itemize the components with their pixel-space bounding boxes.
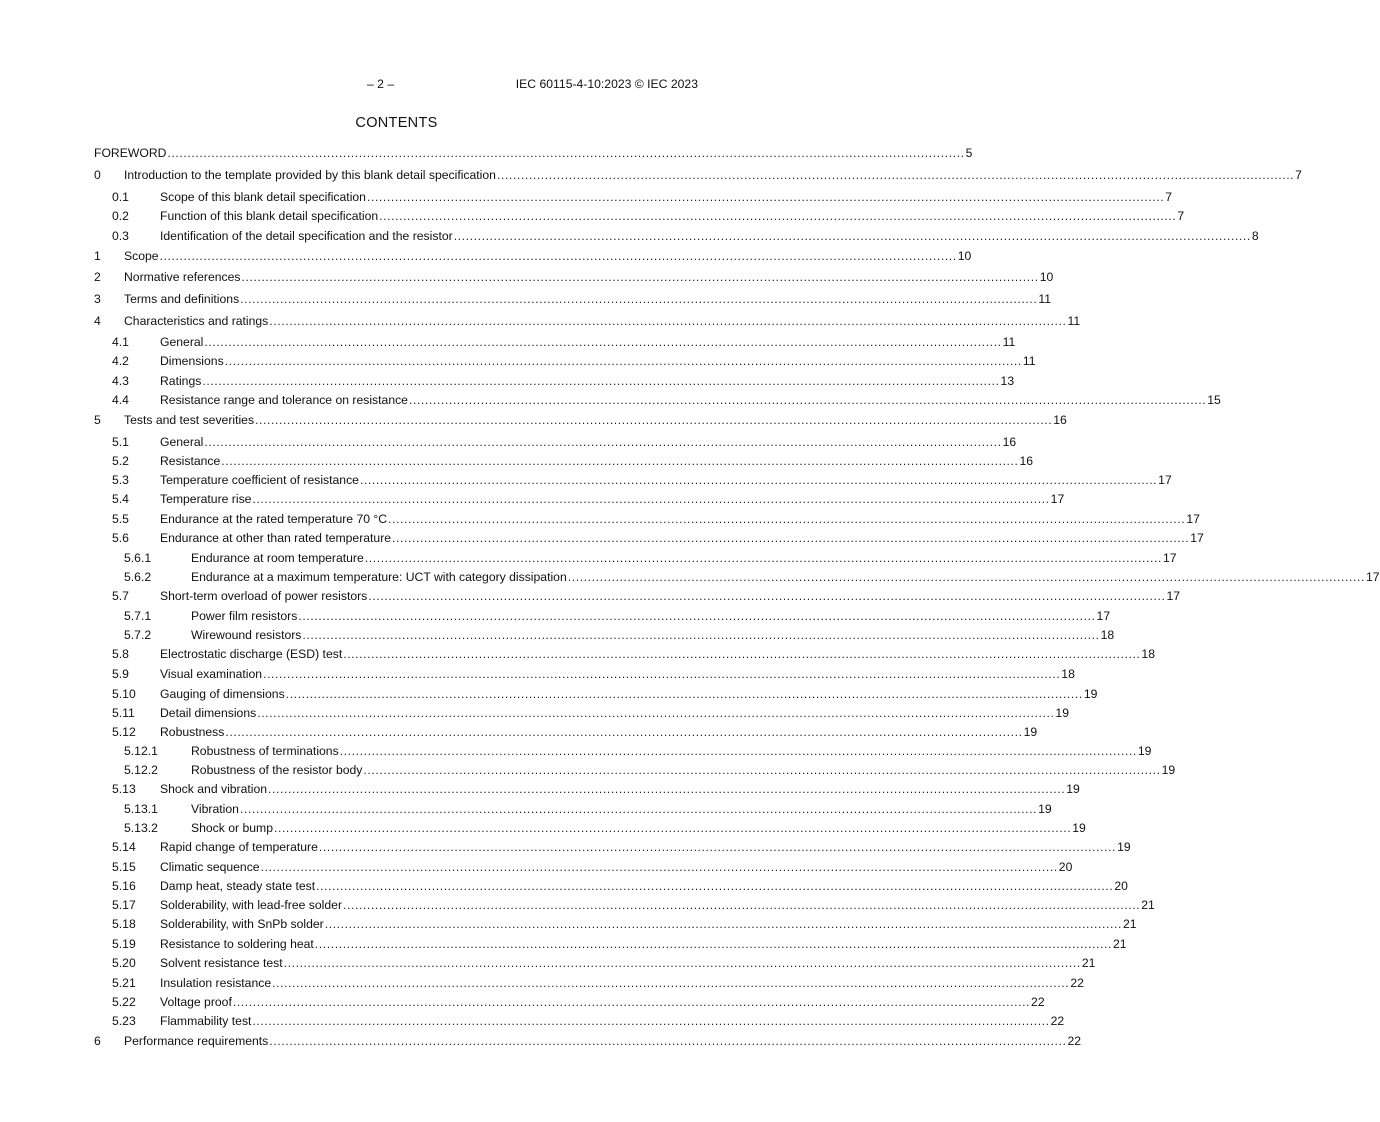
toc-entry-page: 18 bbox=[1061, 667, 1075, 681]
toc-entry-page: 16 bbox=[1019, 454, 1034, 468]
toc-entry-page: 7 bbox=[1165, 190, 1172, 204]
dot-leader: ........................................................................................................................................................................................................ bbox=[408, 393, 1207, 407]
dot-leader: ........................................................................................................................................................................................................ bbox=[240, 292, 1038, 306]
toc-entry[interactable] bbox=[94, 705, 1069, 721]
dot-leader: ........................................................................................................................................................................................................ bbox=[225, 725, 1023, 739]
toc-entry[interactable] bbox=[94, 975, 1084, 991]
toc-entry-page: 18 bbox=[1100, 628, 1115, 642]
toc-entry-number: 5.6.1 bbox=[124, 551, 152, 565]
toc-entry-page: 8 bbox=[1251, 229, 1259, 243]
toc-entry[interactable] bbox=[94, 994, 1045, 1010]
toc-entry-number: 0.3 bbox=[112, 229, 129, 243]
toc-entry-page: 22 bbox=[1067, 1034, 1082, 1048]
toc-entry-title: Dimensions bbox=[160, 354, 224, 368]
toc-entry-number: 5.14 bbox=[112, 840, 136, 854]
toc-entry[interactable] bbox=[94, 269, 1054, 285]
toc-entry-page: 19 bbox=[1137, 744, 1152, 758]
toc-entry-page: 17 bbox=[1365, 570, 1380, 584]
toc-entry-number: 5.12.2 bbox=[124, 763, 158, 777]
toc-entry-page: 17 bbox=[1166, 589, 1181, 603]
toc-entry-number: 5.6.2 bbox=[124, 570, 152, 584]
toc-entry[interactable] bbox=[94, 762, 1176, 778]
dot-leader: ........................................................................................................................................................................................................ bbox=[453, 229, 1251, 243]
dot-leader: ........................................................................................................................................................................................................ bbox=[302, 628, 1100, 642]
toc-entry-number: 5.10 bbox=[112, 687, 136, 701]
toc-entry[interactable] bbox=[94, 353, 1036, 369]
toc-entry-number: 4.2 bbox=[112, 354, 129, 368]
toc-entry-number: 5.15 bbox=[112, 860, 136, 874]
dot-leader: ........................................................................................................................................................................................................ bbox=[202, 374, 1000, 388]
toc-entry-number: 4.3 bbox=[112, 374, 129, 388]
toc-entry[interactable] bbox=[94, 145, 973, 161]
toc-entry-title: Characteristics and ratings bbox=[124, 314, 269, 328]
dot-leader: ........................................................................................................................................................................................................ bbox=[269, 314, 1067, 328]
toc-entry-page: 17 bbox=[1158, 473, 1172, 487]
toc-entry-page: 19 bbox=[1161, 763, 1176, 777]
page-number: – 2 – bbox=[367, 77, 395, 91]
toc-entry-number: 5 bbox=[94, 413, 101, 427]
toc-entry-number: 0.2 bbox=[112, 209, 129, 223]
toc-entry-title: Resistance to soldering heat bbox=[160, 937, 314, 951]
toc-entry-title: Solderability, with SnPb solder bbox=[160, 917, 324, 931]
dot-leader: ........................................................................................................................................................................................................ bbox=[241, 270, 1039, 284]
dot-leader: ........................................................................................................................................................................................................ bbox=[392, 531, 1190, 545]
toc-entry-title: Solderability, with lead-free solder bbox=[160, 898, 342, 912]
toc-entry-page: 22 bbox=[1070, 976, 1084, 990]
toc-entry[interactable] bbox=[94, 1013, 1065, 1029]
toc-entry[interactable] bbox=[94, 434, 1017, 450]
toc-entry-title: Solvent resistance test bbox=[160, 956, 283, 970]
toc-entry-title: Introduction to the template provided by this blank detail specification bbox=[124, 168, 496, 182]
toc-entry[interactable] bbox=[94, 588, 1181, 604]
document-reference: IEC 60115-4-10:2023 © IEC 2023 bbox=[515, 77, 698, 91]
toc-entry-page: 19 bbox=[1117, 840, 1131, 854]
dot-leader: ........................................................................................................................................................................................................ bbox=[298, 609, 1096, 623]
dot-leader: ........................................................................................................................................................................................................ bbox=[496, 168, 1295, 182]
toc-entry-number: 5.9 bbox=[112, 667, 129, 681]
dot-leader: ........................................................................................................................................................................................................ bbox=[388, 512, 1186, 526]
page-title: CONTENTS bbox=[355, 115, 438, 131]
toc-entry-page: 5 bbox=[965, 146, 973, 160]
toc-entry-page: 17 bbox=[1186, 512, 1200, 526]
dot-leader: ........................................................................................................................................................................................................ bbox=[379, 209, 1177, 223]
toc-entry[interactable] bbox=[94, 569, 1380, 585]
dot-leader: ........................................................................................................................................................................................................ bbox=[255, 413, 1053, 427]
toc-entry-page: 19 bbox=[1072, 821, 1086, 835]
toc-entry-number: 5.7 bbox=[112, 589, 129, 603]
toc-entry-number: 0 bbox=[94, 168, 101, 182]
toc-entry-page: 22 bbox=[1031, 995, 1045, 1009]
toc-entry[interactable] bbox=[94, 839, 1131, 855]
dot-leader: ........................................................................................................................................................................................................ bbox=[204, 435, 1002, 449]
toc-entry-title: Short-term overload of power resistors bbox=[160, 589, 368, 603]
toc-entry-number: 5.13.1 bbox=[124, 802, 158, 816]
toc-entry-number: 1 bbox=[94, 249, 101, 263]
dot-leader: ........................................................................................................................................................................................................ bbox=[257, 706, 1055, 720]
toc-entry-title: Rapid change of temperature bbox=[160, 840, 318, 854]
toc-entry-page: 19 bbox=[1066, 782, 1080, 796]
toc-entry-number: 5.20 bbox=[112, 956, 136, 970]
toc-entry[interactable] bbox=[94, 392, 1221, 408]
toc-entry-number: 5.12 bbox=[112, 725, 136, 739]
dot-leader: ........................................................................................................................................................................................................ bbox=[285, 687, 1083, 701]
toc-entry-number: 5.3 bbox=[112, 473, 129, 487]
toc-entry-title: Identification of the detail specification and the resistor bbox=[160, 229, 453, 243]
toc-entry-page: 11 bbox=[1038, 292, 1052, 306]
toc-entry-title: Robustness of terminations bbox=[191, 744, 339, 758]
toc-entry-number: 5.8 bbox=[112, 647, 129, 661]
toc-entry-title: Endurance at other than rated temperature bbox=[160, 531, 392, 545]
toc-entry-page: 21 bbox=[1122, 917, 1137, 931]
toc-entry[interactable] bbox=[94, 666, 1075, 682]
toc-entry-number: 5.2 bbox=[112, 454, 129, 468]
dot-leader: ........................................................................................................................................................................................................ bbox=[239, 802, 1038, 816]
toc-entry[interactable] bbox=[94, 897, 1155, 913]
dot-leader: ........................................................................................................................................................................................................ bbox=[366, 190, 1165, 204]
toc-entry-number: 6 bbox=[94, 1034, 101, 1048]
toc-entry-number: 5.18 bbox=[112, 917, 136, 931]
dot-leader: ........................................................................................................................................................................................................ bbox=[252, 1014, 1050, 1028]
toc-entry-page: 11 bbox=[1067, 314, 1081, 328]
toc-entry-page: 17 bbox=[1050, 492, 1065, 506]
toc-entry-title: General bbox=[160, 435, 204, 449]
toc-entry-title: Voltage proof bbox=[160, 995, 232, 1009]
toc-entry[interactable] bbox=[94, 511, 1200, 527]
toc-entry[interactable] bbox=[94, 313, 1081, 329]
toc-entry[interactable] bbox=[94, 189, 1172, 205]
toc-entry-title: Climatic sequence bbox=[160, 860, 260, 874]
toc-entry-page: 18 bbox=[1141, 647, 1155, 661]
dot-leader: ........................................................................................................................................................................................................ bbox=[159, 249, 957, 263]
toc-entry-number: 5.4 bbox=[112, 492, 129, 506]
toc-entry-number: 5.7.1 bbox=[124, 609, 152, 623]
toc-entry-number: 5.21 bbox=[112, 976, 136, 990]
toc-entry-title: Temperature coefficient of resistance bbox=[160, 473, 359, 487]
dot-leader: ........................................................................................................................................................................................................ bbox=[368, 589, 1166, 603]
dot-leader: ........................................................................................................................................................................................................ bbox=[339, 744, 1137, 758]
dot-leader: ........................................................................................................................................................................................................ bbox=[314, 937, 1113, 951]
toc-entry-page: 16 bbox=[1053, 413, 1067, 427]
toc-entry[interactable] bbox=[94, 781, 1080, 797]
toc-entry-title: Visual examination bbox=[160, 667, 263, 681]
dot-leader: ........................................................................................................................................................................................................ bbox=[343, 647, 1141, 661]
toc-entry[interactable] bbox=[94, 334, 1016, 350]
toc-entry[interactable] bbox=[94, 208, 1185, 224]
toc-entry-page: 19 bbox=[1055, 706, 1069, 720]
toc-entry-title: Terms and definitions bbox=[124, 292, 240, 306]
dot-leader: ........................................................................................................................................................................................................ bbox=[232, 995, 1031, 1009]
toc-entry-number: 3 bbox=[94, 292, 101, 306]
toc-entry[interactable] bbox=[94, 608, 1111, 624]
dot-leader: ........................................................................................................................................................................................................ bbox=[204, 335, 1002, 349]
toc-entry-title: Tests and test severities bbox=[124, 413, 255, 427]
toc-entry-title: Vibration bbox=[191, 802, 239, 816]
toc-entry-number: 5.5 bbox=[112, 512, 129, 526]
toc-entry-number: 0.1 bbox=[112, 190, 129, 204]
toc-entry[interactable] bbox=[94, 1033, 1082, 1049]
toc-entry[interactable] bbox=[94, 955, 1096, 971]
toc-entry-number: 5.23 bbox=[112, 1014, 136, 1028]
dot-leader: ........................................................................................................................................................................................................ bbox=[260, 860, 1058, 874]
toc-entry-page: 16 bbox=[1002, 435, 1017, 449]
toc-entry-title: Scope of this blank detail specification bbox=[160, 190, 366, 204]
page-header bbox=[0, 77, 793, 93]
dot-leader: ........................................................................................................................................................................................................ bbox=[272, 976, 1070, 990]
toc-entry[interactable] bbox=[94, 916, 1137, 932]
toc-entry-title: Performance requirements bbox=[124, 1034, 269, 1048]
toc-entry-title: Robustness bbox=[160, 725, 225, 739]
toc-entry-page: 21 bbox=[1081, 956, 1096, 970]
toc-entry[interactable] bbox=[94, 743, 1152, 759]
toc-entry-title: Endurance at room temperature bbox=[191, 551, 364, 565]
toc-entry-page: 7 bbox=[1295, 168, 1302, 182]
toc-entry-page: 7 bbox=[1177, 209, 1185, 223]
dot-leader: ........................................................................................................................................................................................................ bbox=[273, 821, 1072, 835]
toc-entry-title: Flammability test bbox=[160, 1014, 252, 1028]
toc-entry-title: Scope bbox=[124, 249, 159, 263]
toc-entry[interactable] bbox=[94, 248, 972, 264]
toc-entry-title: Temperature rise bbox=[160, 492, 252, 506]
toc-entry-page: 19 bbox=[1023, 725, 1038, 739]
toc-entry-page: 11 bbox=[1002, 335, 1016, 349]
toc-entry-number: 5.7.2 bbox=[124, 628, 152, 642]
dot-leader: ........................................................................................................................................................................................................ bbox=[167, 146, 965, 160]
toc-entry[interactable] bbox=[94, 550, 1177, 566]
dot-leader: ........................................................................................................................................................................................................ bbox=[363, 763, 1161, 777]
toc-entry-page: 17 bbox=[1162, 551, 1177, 565]
toc-entry-number: 5.13.2 bbox=[124, 821, 158, 835]
toc-entry[interactable] bbox=[94, 936, 1127, 952]
toc-entry-number: 4 bbox=[94, 314, 101, 328]
dot-leader: ........................................................................................................................................................................................................ bbox=[324, 917, 1122, 931]
toc-entry-number: 2 bbox=[94, 270, 101, 284]
toc-entry-number: 5.1 bbox=[112, 435, 129, 449]
toc-entry-page: 13 bbox=[1000, 374, 1015, 388]
toc-entry[interactable] bbox=[94, 491, 1065, 507]
toc-entry-title: Normative references bbox=[124, 270, 241, 284]
toc-entry-number: 5.12.1 bbox=[124, 744, 158, 758]
toc-entry-title: Detail dimensions bbox=[160, 706, 257, 720]
dot-leader: ........................................................................................................................................................................................................ bbox=[221, 454, 1019, 468]
toc-entry-number: 5.22 bbox=[112, 995, 136, 1009]
toc-entry-title: Gauging of dimensions bbox=[160, 687, 285, 701]
toc-entry-page: 22 bbox=[1050, 1014, 1065, 1028]
toc-entry-number: 4.1 bbox=[112, 335, 129, 349]
toc-entry-title: Resistance range and tolerance on resistance bbox=[160, 393, 408, 407]
toc-entry-page: 20 bbox=[1058, 860, 1073, 874]
dot-leader: ........................................................................................................................................................................................................ bbox=[263, 667, 1061, 681]
toc-entry[interactable] bbox=[94, 686, 1098, 702]
toc-entry-title: Shock or bump bbox=[191, 821, 273, 835]
dot-leader: ........................................................................................................................................................................................................ bbox=[318, 840, 1117, 854]
toc-entry[interactable] bbox=[94, 724, 1038, 740]
toc-entry-page: 21 bbox=[1113, 937, 1127, 951]
toc-entry[interactable] bbox=[94, 859, 1073, 875]
toc-entry-title: Ratings bbox=[160, 374, 202, 388]
toc-entry[interactable] bbox=[94, 530, 1204, 546]
toc-entry-number: 5.13 bbox=[112, 782, 136, 796]
toc-entry-page: 17 bbox=[1190, 531, 1204, 545]
dot-leader: ........................................................................................................................................................................................................ bbox=[359, 473, 1158, 487]
toc-entry-title: Power film resistors bbox=[191, 609, 298, 623]
toc-entry-page: 20 bbox=[1114, 879, 1128, 893]
dot-leader: ........................................................................................................................................................................................................ bbox=[343, 898, 1141, 912]
toc-entry-title: Resistance bbox=[160, 454, 221, 468]
toc-entry-title: Insulation resistance bbox=[160, 976, 272, 990]
toc-entry[interactable] bbox=[94, 801, 1052, 817]
dot-leader: ........................................................................................................................................................................................................ bbox=[283, 956, 1081, 970]
toc-entry-page: 11 bbox=[1022, 354, 1036, 368]
dot-leader: ........................................................................................................................................................................................................ bbox=[224, 354, 1022, 368]
toc-entry-title: Electrostatic discharge (ESD) test bbox=[160, 647, 343, 661]
toc-entry-number: 5.17 bbox=[112, 898, 136, 912]
toc-entry[interactable] bbox=[94, 228, 1259, 244]
toc-entry-title: Robustness of the resistor body bbox=[191, 763, 363, 777]
toc-entry-title: FOREWORD bbox=[94, 146, 167, 160]
toc-entry-page: 15 bbox=[1207, 393, 1221, 407]
dot-leader: ........................................................................................................................................................................................................ bbox=[252, 492, 1050, 506]
toc-entry-page: 19 bbox=[1038, 802, 1052, 816]
toc-entry-page: 21 bbox=[1141, 898, 1155, 912]
toc-entry-number: 5.16 bbox=[112, 879, 136, 893]
dot-leader: ........................................................................................................................................................................................................ bbox=[316, 879, 1114, 893]
toc-entry-number: 5.6 bbox=[112, 531, 129, 545]
toc-entry[interactable] bbox=[94, 472, 1172, 488]
dot-leader: ........................................................................................................................................................................................................ bbox=[268, 782, 1066, 796]
toc-entry-number: 5.19 bbox=[112, 937, 136, 951]
toc-entry[interactable] bbox=[94, 453, 1034, 469]
toc-entry[interactable] bbox=[94, 646, 1155, 662]
toc-entry-title: Endurance at the rated temperature 70 °C bbox=[160, 512, 388, 526]
toc-entry-page: 19 bbox=[1083, 687, 1098, 701]
toc-entry-title: Function of this blank detail specification bbox=[160, 209, 379, 223]
toc-entry[interactable] bbox=[94, 291, 1052, 307]
toc-entry-number: 5.11 bbox=[112, 706, 135, 720]
toc-entry-title: Damp heat, steady state test bbox=[160, 879, 316, 893]
dot-leader: ........................................................................................................................................................................................................ bbox=[567, 570, 1365, 584]
toc-entry[interactable] bbox=[94, 820, 1086, 836]
toc-entry-page: 10 bbox=[957, 249, 972, 263]
dot-leader: ........................................................................................................................................................................................................ bbox=[269, 1034, 1067, 1048]
toc-entry[interactable] bbox=[94, 167, 1302, 183]
toc-entry[interactable] bbox=[94, 373, 1015, 389]
toc-entry-page: 10 bbox=[1039, 270, 1054, 284]
toc-entry-number: 4.4 bbox=[112, 393, 129, 407]
toc-entry-title: Shock and vibration bbox=[160, 782, 268, 796]
toc-entry[interactable] bbox=[94, 878, 1128, 894]
toc-entry[interactable] bbox=[94, 412, 1067, 428]
toc-entry-title: Endurance at a maximum temperature: UCT with category dissipation bbox=[191, 570, 567, 584]
toc-entry[interactable] bbox=[94, 627, 1115, 643]
toc-entry-title: Wirewound resistors bbox=[191, 628, 302, 642]
toc-entry-page: 17 bbox=[1096, 609, 1111, 623]
dot-leader: ........................................................................................................................................................................................................ bbox=[364, 551, 1162, 565]
toc-entry-title: General bbox=[160, 335, 204, 349]
